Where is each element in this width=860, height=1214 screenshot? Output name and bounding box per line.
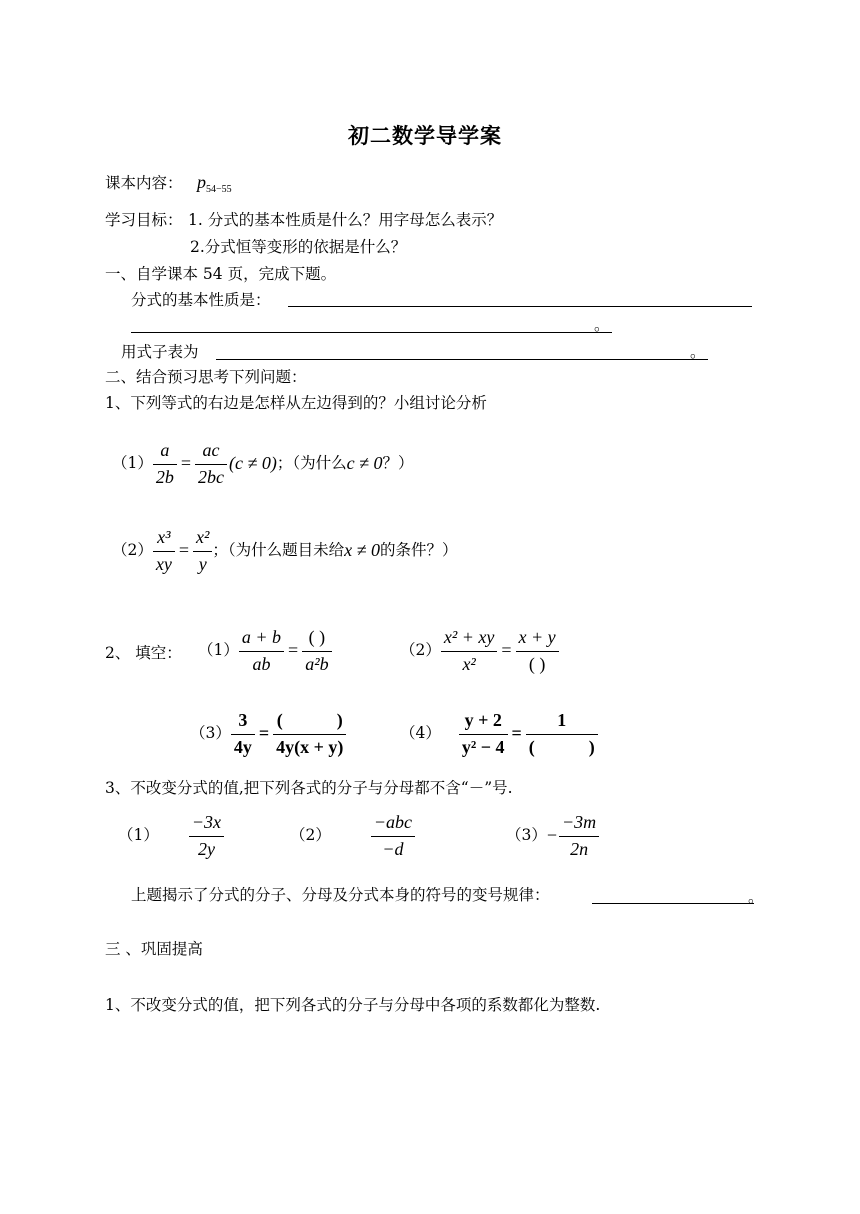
equals-sign: = <box>258 723 270 744</box>
q1-item-2 <box>112 527 458 574</box>
fraction-bar <box>231 734 255 735</box>
q2-part-3 <box>190 710 346 757</box>
q2-part-4-right-fraction[interactable] <box>526 710 598 757</box>
question-1-text: 1、下列等式的右边是怎样从左边得到的？小组讨论分析 <box>105 394 487 412</box>
sign-rule-blank[interactable] <box>592 903 754 904</box>
q3-part-3-sign: − <box>546 825 558 846</box>
denominator: y <box>198 553 207 574</box>
numerator: a <box>160 440 170 460</box>
q1-item-2-right-fraction <box>193 527 212 574</box>
q1-item-1-number: （1） <box>112 453 153 472</box>
numerator: x² + xy <box>443 627 495 647</box>
q3-part-1 <box>118 812 224 859</box>
q2-part-1-left-fraction <box>239 627 284 674</box>
q3-part-3 <box>506 812 599 859</box>
denominator: ab <box>252 653 271 674</box>
section-3-question-1: 1、不改变分式的值，把下列各式的分子与分母中各项的系数都化为整数. <box>105 996 601 1014</box>
answer-blank[interactable]: ( ) <box>528 736 595 757</box>
fraction-bar <box>193 551 212 552</box>
q1-item-1-note-suffix: ？） <box>382 453 414 472</box>
q3-part-1-fraction <box>189 812 224 859</box>
denominator: y² − 4 <box>461 736 505 757</box>
fraction-bar <box>516 651 559 652</box>
formula-end-mark: 。 <box>690 343 706 361</box>
sign-rule-end: 。 <box>748 888 764 906</box>
numerator: 3 <box>238 710 248 730</box>
fraction-bar <box>459 734 508 735</box>
q1-item-1-right-fraction <box>195 440 227 487</box>
q2-part-3-right-fraction[interactable] <box>273 710 346 757</box>
q2-part-3-number: （3） <box>190 723 231 742</box>
q1-item-1 <box>112 440 414 487</box>
numerator: 1 <box>557 710 567 730</box>
page-variable: p <box>197 172 206 192</box>
numerator: a + b <box>241 627 282 647</box>
q3-part-2-fraction <box>371 812 415 859</box>
answer-blank[interactable]: ( ) <box>308 627 326 647</box>
fraction-bar <box>153 551 175 552</box>
formula-label: 用式子表为 <box>121 343 199 361</box>
numerator: ac <box>202 440 220 460</box>
q3-part-2-number: （2） <box>290 825 331 844</box>
q2-part-2-left-fraction <box>441 627 498 674</box>
equals-sign: = <box>288 640 299 661</box>
page-title: 初二数学导学案 <box>348 123 502 148</box>
property-blank-line-2[interactable] <box>131 332 612 333</box>
fraction-bar <box>371 836 415 837</box>
formula-blank-line[interactable] <box>216 359 708 360</box>
sign-rule-text: 上题揭示了分式的分子、分母及分式本身的符号的变号规律： <box>131 886 550 904</box>
denominator: 2n <box>570 838 589 859</box>
q2-part-1-right-fraction[interactable] <box>302 627 331 674</box>
denominator: a²b <box>305 653 329 674</box>
objective-item-2: 2.分式恒等变形的依据是什么？ <box>190 238 407 256</box>
page-range: 54−55 <box>206 184 232 195</box>
denominator: 4y(x + y) <box>276 736 344 757</box>
q1-item-2-left-fraction <box>153 527 175 574</box>
q1-item-1-left-fraction <box>153 440 177 487</box>
q3-part-3-number: （3） <box>506 825 547 844</box>
fraction-bar <box>273 734 346 735</box>
q1-item-1-note-expr: c ≠ 0 <box>346 453 383 474</box>
section-2-heading: 二、结合预习思考下列问题： <box>105 368 307 386</box>
q3-part-2 <box>290 812 415 859</box>
q2-part-4-number: （4） <box>400 723 441 742</box>
lesson-pages <box>197 172 232 195</box>
q2-part-2 <box>400 627 559 674</box>
fraction-bar <box>195 464 227 465</box>
property-end-mark: 。 <box>594 316 610 334</box>
lesson-label: 课本内容： <box>105 174 183 192</box>
equals-sign: = <box>178 540 190 561</box>
denominator: xy <box>155 553 172 574</box>
numerator: −3m <box>562 812 597 832</box>
equals-sign: = <box>501 640 512 661</box>
section-3-heading: 三 、巩固提高 <box>105 940 203 958</box>
q2-part-1-number: （1） <box>198 640 239 659</box>
denominator: −d <box>382 838 404 859</box>
q3-part-1-number: （1） <box>118 825 159 844</box>
denominator: 4y <box>233 736 252 757</box>
q2-part-3-left-fraction <box>231 710 255 757</box>
numerator: −abc <box>373 812 413 832</box>
equals-sign: = <box>180 453 192 474</box>
numerator: −3x <box>191 812 222 832</box>
q2-part-2-number: （2） <box>400 640 441 659</box>
fraction-bar <box>302 651 331 652</box>
answer-blank[interactable]: ( ) <box>276 710 343 730</box>
fraction-bar <box>441 651 498 652</box>
objectives-label: 学习目标： <box>105 211 183 229</box>
objective-item-1: 1. 分式的基本性质是什么？用字母怎么表示？ <box>188 211 503 229</box>
numerator: y + 2 <box>464 710 502 730</box>
equals-sign: = <box>511 723 522 744</box>
question-2-label: 2、 填空： <box>105 644 182 662</box>
denominator: 2y <box>197 838 215 859</box>
property-blank-line-1[interactable] <box>288 306 752 307</box>
numerator: x³ <box>157 527 171 547</box>
q1-item-1-condition: (c ≠ 0) <box>229 453 277 474</box>
q2-part-4-left-fraction <box>459 710 508 757</box>
property-label: 分式的基本性质是： <box>131 291 271 309</box>
q2-part-1 <box>198 627 332 674</box>
denominator: 2bc <box>198 466 225 487</box>
q2-part-4 <box>400 710 598 757</box>
q1-item-2-note-expr: x ≠ 0 <box>344 540 381 561</box>
q2-part-2-right-fraction[interactable] <box>516 627 559 674</box>
fraction-bar <box>153 464 177 465</box>
denominator: 2b <box>155 466 174 487</box>
numerator: x² <box>196 527 210 547</box>
q1-item-1-note-prefix: ；（为什么 <box>276 453 347 472</box>
fraction-bar <box>526 734 598 735</box>
numerator: x + y <box>518 627 556 647</box>
question-3-text: 3、不改变分式的值,把下列各式的分子与分母都不含“－”号. <box>105 779 513 797</box>
section-1-heading: 一、自学课本 54 页，完成下题。 <box>105 265 337 283</box>
fraction-bar <box>189 836 224 837</box>
denominator: x² <box>462 653 476 674</box>
answer-blank[interactable]: ( ) <box>528 653 546 674</box>
q1-item-2-note-suffix: 的条件？） <box>380 540 458 559</box>
q1-item-2-note-prefix: ；（为什么题目未给 <box>212 540 345 559</box>
q3-part-3-fraction <box>559 812 599 859</box>
q1-item-2-number: （2） <box>112 540 153 559</box>
fraction-bar <box>559 836 599 837</box>
fraction-bar <box>239 651 284 652</box>
